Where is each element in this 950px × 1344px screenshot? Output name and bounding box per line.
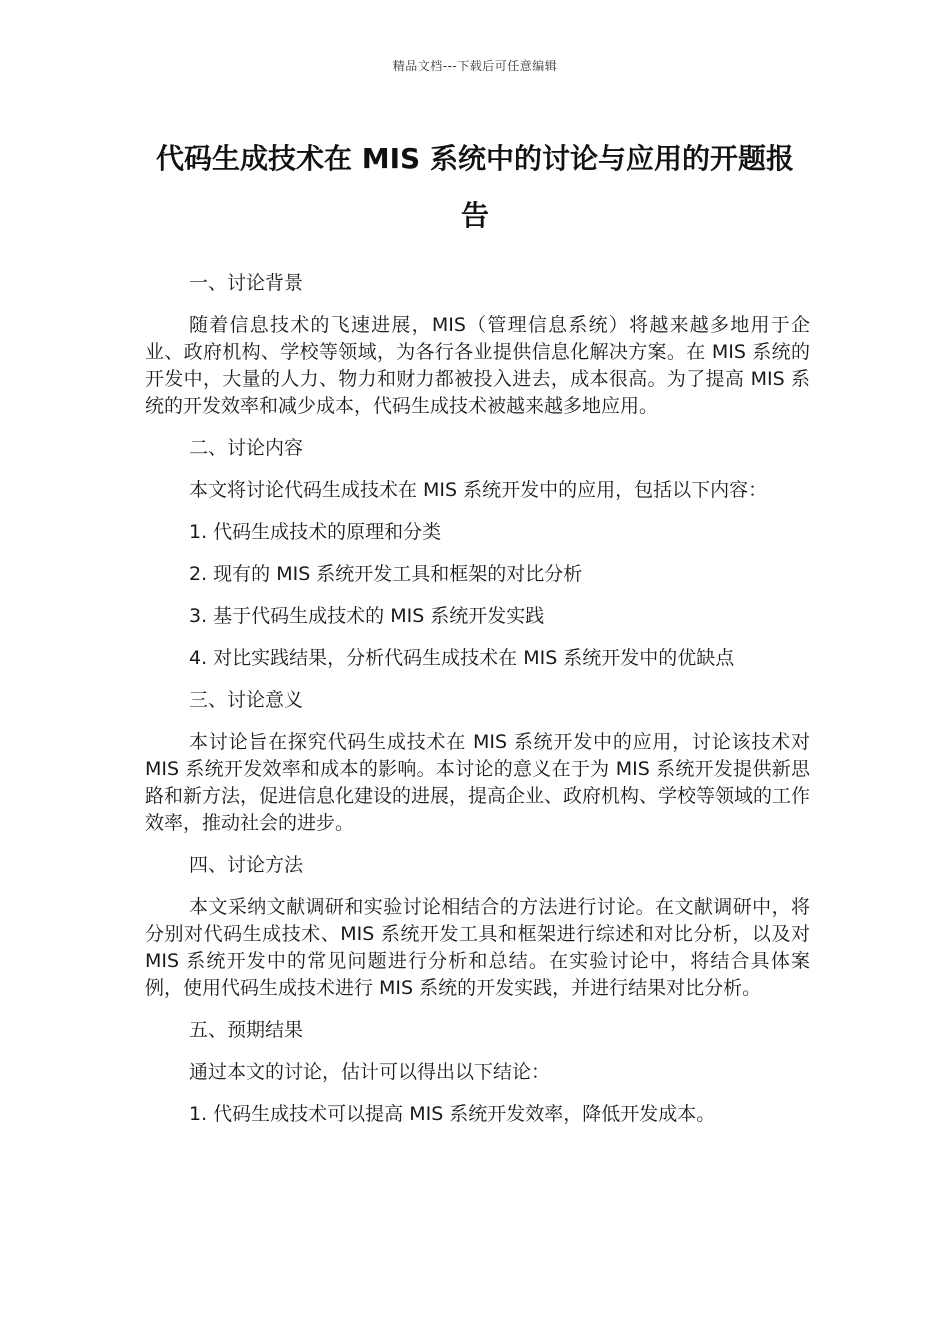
- list-item: 2. 现有的 MIS 系统开发工具和框架的对比分析: [189, 563, 583, 585]
- section-heading-content: 二、讨论内容: [189, 437, 304, 459]
- document-body: [145, 270, 810, 1143]
- section-text-method: 本文采纳文献调研和实验讨论相结合的方法进行讨论。在文献调研中，将分别对代码生成技术、MIS 系统开发工具和框架进行综述和对比分析，以及对 MIS 系统开发中的常见问题进行分析和总结。在实验讨论中，将结合具体案例，使用代码生成技术进行 MIS 系统的开发实践，并进行结果对比分析。: [145, 896, 810, 999]
- results-intro: 通过本文的讨论，估计可以得出以下结论：: [189, 1061, 551, 1083]
- list-item: 3. 基于代码生成技术的 MIS 系统开发实践: [189, 605, 545, 627]
- section-heading-significance: 三、讨论意义: [189, 689, 304, 711]
- header-note: 精品文档---下载后可任意编辑: [392, 59, 558, 73]
- list-item: 1. 代码生成技术的原理和分类: [189, 521, 442, 543]
- section-text-significance: 本讨论旨在探究代码生成技术在 MIS 系统开发中的应用，讨论该技术对 MIS 系统开发效率和成本的影响。本讨论的意义在于为 MIS 系统开发提供新思路和新方法，促进信息化建设的进展，提高企业、政府机构、学校等领域的工作效率，推动社会的进步。: [145, 731, 811, 834]
- section-text-background: 随着信息技术的飞速进展，MIS（管理信息系统）将越来越多地用于企业、政府机构、学校等领域，为各行各业提供信息化解决方案。在 MIS 系统的开发中，大量的人力、物力和财力都被投入进去，成本很高。为了提高 MIS 系统的开发效率和减少成本，代码生成技术被越来越多地应用。: [145, 314, 810, 417]
- list-item: 4. 对比实践结果，分析代码生成技术在 MIS 系统开发中的优缺点: [189, 647, 735, 669]
- document-title: 代码生成技术在 MIS 系统中的讨论与应用的开题报告: [156, 142, 794, 232]
- content-intro: 本文将讨论代码生成技术在 MIS 系统开发中的应用，包括以下内容：: [189, 479, 768, 501]
- list-item: 1. 代码生成技术可以提高 MIS 系统开发效率，降低开发成本。: [189, 1103, 716, 1125]
- section-heading-background: 一、讨论背景: [189, 272, 304, 294]
- section-heading-method: 四、讨论方法: [189, 854, 304, 876]
- section-heading-results: 五、预期结果: [189, 1019, 304, 1041]
